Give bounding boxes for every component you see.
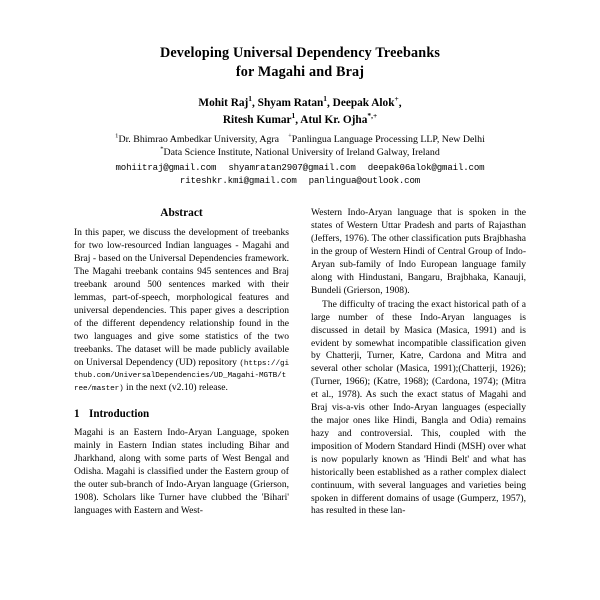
title-line-2: for Magahi and Braj (235, 63, 365, 80)
title-line-1: Developing Universal Dependency Treebanks (159, 45, 441, 61)
affiliation-name: Dr. Bhimrao Ambedkar University, Agra (118, 133, 280, 145)
author-name: Atul Kr. Ojha (300, 113, 368, 126)
section-heading-introduction (74, 408, 289, 420)
author-name: Shyam Ratan (257, 97, 324, 110)
section-number: 1 (74, 408, 80, 421)
author-name: Ritesh Kumar (222, 113, 292, 126)
affiliation-line-1 (74, 133, 526, 146)
author-line-2: Ritesh Kumar$^1$, Atul Kr. Ojha*,+ (222, 110, 378, 126)
email-address: panlingua@outlook.com (308, 175, 421, 187)
introduction-paragraph-1: Magahi is an Eastern Indo-Aryan Language, spoken mainly in Eastern Indian states including Bihar and Jharkhand, along with some parts of West Bengal and Odisha. Magahi is classified under the Eastern group of the outer sub-branch of Indo-Aryan language (Grierson, 1908). Scholars like Turner have clubbed the 'Bihari' languages with Eastern and West- (74, 427, 289, 516)
author-affiliation-marker: 1 (323, 94, 327, 104)
author-name: Mohit Raj (198, 97, 249, 110)
email-line-2 (74, 175, 526, 188)
affiliation-name: Data Science Institute, National University of Ireland Galway, Ireland (163, 147, 440, 158)
section-title: Introduction (89, 408, 150, 421)
right-column-paragraph-1: Western Indo-Aryan language that is spoken in the states of Western Uttar Pradesh and parts of Rajasthan (Jeffers, 1976). The other classification puts Brajbhasha in the group of Western Hindi of Central Group of Indo-Aryan sub-family of Indo European language family along with Hindustani, Bangaru, Brajbhaka, Kanauji, Bundeli (Grierson, 1908). (311, 207, 526, 296)
dataset-url[interactable]: (https://github.com/UniversalDependencies/UD_Magahi-MGTB/tree/master) (74, 359, 289, 394)
email-address: mohiitraj@gmail.com (115, 162, 217, 174)
author-affiliation-marker: + (394, 94, 399, 104)
email-address: riteshkr.kmi@gmail.com (179, 175, 297, 187)
affiliation-marker: 1 (115, 132, 119, 140)
right-column (311, 207, 526, 518)
email-list (74, 162, 526, 188)
abstract-paragraph (74, 227, 289, 395)
body-columns (74, 207, 526, 518)
affiliation-marker: + (288, 132, 292, 140)
paper-title (74, 44, 526, 81)
abstract-heading: Abstract (160, 207, 203, 220)
author-line-1: Mohit Raj$^1$, Shyam Ratan$^1$, Deepak Alok+, (198, 94, 402, 110)
author-list (74, 95, 526, 127)
right-column-paragraph-2: The difficulty of tracing the exact historical path of a large number of these Indo-Aryan languages is discussed in detail by Masica (Masica, 1991) and is evident by somewhat incompatible classification given by Chatterji, Turner, Katre, Cardona and Mitra and several other scholar (Masica, 1991);(Chatterji, 1926); (Turner, 1966); (Katre, 1968); (Cardona, 1974); (Mitra et al., 1978). As such the exact status of Magahi and Braj vis-a-vis other Indo-Aryan languages (especially the major ones like Hindi, Bangla and Odia) remains hazy and controversial. This, coupled with the imposition of Modern Standard Hindi (MSH) over what is now popularly known as 'Hindi Belt' and what has historically been established as a rather complex dialect continuum, with several languages and varieties being spoken in different domains of usage (Gumperz, 1957), has resulted in these lan- (311, 298, 526, 517)
author-affiliation-marker: 1 (248, 94, 253, 104)
abstract-text-before-url: In this paper, we discuss the development of treebanks for two low-resourced Indian languages - Magahi and Braj - based on the Universal Dependencies framework. The Magahi treebank contains 945 sentences and Braj treebank around 500 sentences marked with their lemmas, part-of-speech, morphological features and universal dependencies. This paper gives a description of the different dependency relationship found in the two languages and give some statistics of the two treebanks. The dataset will be made publicly available on Universal Dependency (UD) repository (74, 227, 289, 368)
author-affiliation-marker: 1 (291, 110, 296, 120)
author-affiliation-marker: *,+ (367, 110, 378, 120)
author-name: Deepak Alok (332, 97, 395, 110)
affiliation-name: Panlingua Language Processing LLP, New Delhi (291, 133, 485, 145)
affiliation-list (74, 133, 526, 160)
email-address: deepak06alok@gmail.com (367, 162, 485, 174)
email-line-1 (74, 162, 526, 175)
left-column (74, 207, 289, 518)
affiliation-line-2 (74, 146, 526, 159)
abstract-text-after-url: in the next (v2.10) release. (123, 382, 228, 394)
affiliation-marker: * (160, 145, 164, 153)
email-address: shyamratan2907@gmail.com (228, 162, 356, 174)
